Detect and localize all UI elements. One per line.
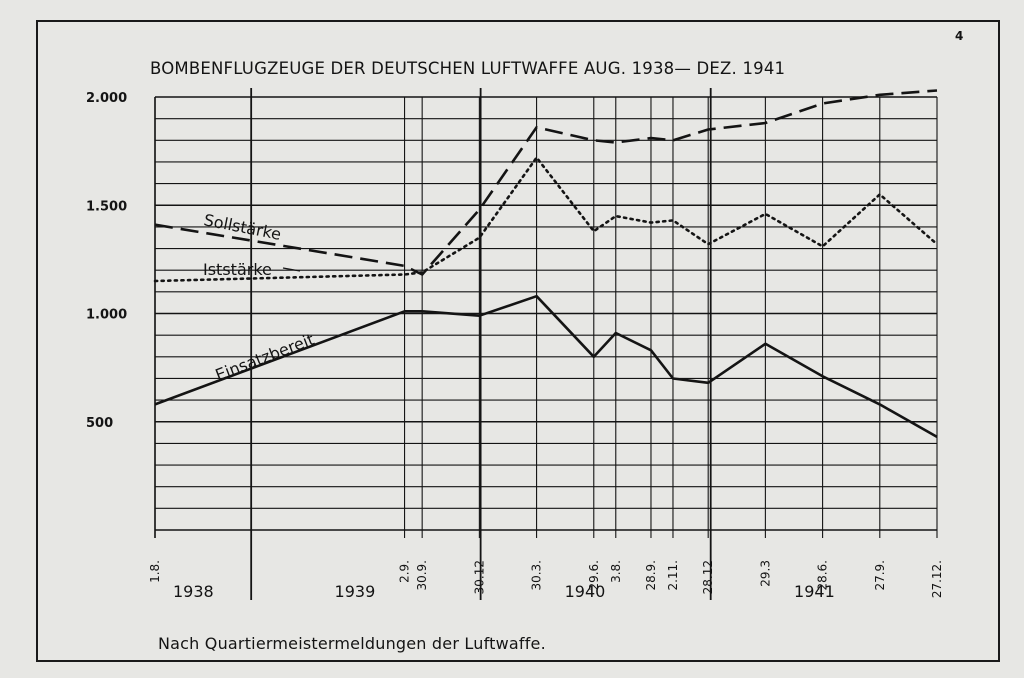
year-label: 1941: [794, 582, 835, 601]
series-label-einsatzbereit: Einsatzbereit: [212, 329, 317, 385]
x-tick-label: 28.9.: [643, 560, 658, 591]
x-tick-label: 29.3: [758, 560, 773, 587]
x-tick-label: 2.11.: [665, 560, 680, 591]
x-tick-label: 30.12: [472, 560, 487, 595]
y-tick-label: 1.500: [86, 199, 128, 215]
x-tick-label: 30.3.: [529, 560, 544, 591]
x-tick-label: 28.6.: [815, 560, 830, 591]
year-label: 1938: [172, 582, 214, 601]
series-label-sollstaerke: Sollstärke: [202, 210, 283, 244]
y-tick-label: 1.000: [86, 307, 128, 323]
page-number: 4: [955, 29, 964, 43]
series-line-einsatzbereit: [155, 296, 937, 437]
x-tick-label: 28.12: [701, 560, 716, 595]
y-tick-label: 500: [86, 415, 114, 431]
x-tick-label: 29.6.: [586, 560, 601, 591]
year-label: 1940: [564, 582, 606, 601]
series-label-iststaerke: Iststärke: [203, 260, 272, 279]
x-tick-label: 2.9.: [397, 560, 412, 583]
x-tick-label: 27.9.: [872, 560, 887, 591]
y-tick-label: 2.000: [86, 91, 128, 106]
x-tick-label: 30.9.: [415, 560, 430, 591]
x-tick-label: 3.8.: [608, 560, 623, 583]
source-note: Nach Quartiermeistermeldungen der Luftwaffe.: [158, 634, 546, 653]
x-tick-label: 1.8.: [148, 560, 162, 583]
year-label: 1939: [334, 582, 376, 601]
chart-title: BOMBENFLUGZEUGE DER DEUTSCHEN LUFTWAFFE AUG. 1938— DEZ. 1941: [150, 59, 786, 78]
series-line-iststrke: [155, 158, 937, 281]
x-tick-label: 27.12.: [930, 560, 944, 599]
